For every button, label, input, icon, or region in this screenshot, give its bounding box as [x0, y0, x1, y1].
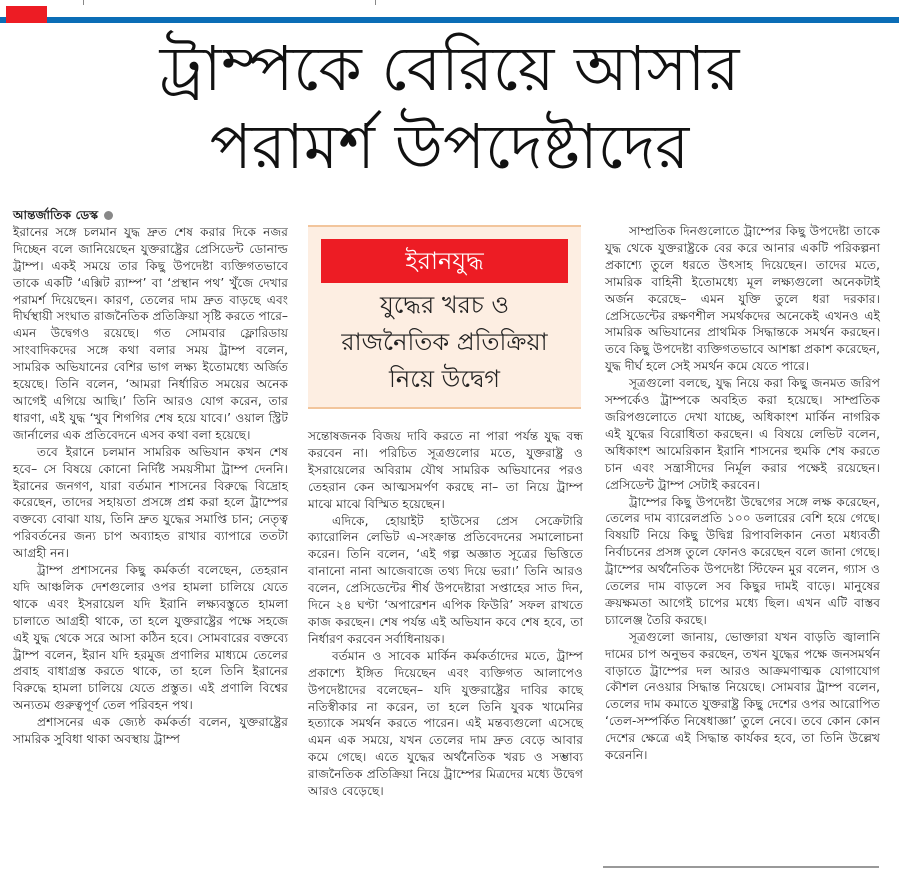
paragraph: ট্রাম্প প্রশাসনের কিছু কর্মকর্তা বলেছেন, তেহরান যদি আঞ্চলিক দেশগুলোর ওপর হামলা চালিয়ে যেতে থাকে এবং ইসরায়েল যদি ইরানি লক্ষ্যবস্তুতে হামলা চালাতে আগ্রহী থাকে, তা হলে যুক্তরাষ্ট্রের পক্ষে সহজে এই যুদ্ধ থেকে সরে আসা কঠিন হবে। সোমবারের বক্তব্যে ট্রাম্প বলেন, ইরান যদি হরমুজ প্রণালির মাধ্যমে তেলের প্রবাহ বাধাগ্রস্ত করতে থাকে, তা হলে তিনি ইরানের বিরুদ্ধে হামলা চালিয়ে যেতে প্রস্তুত। এই প্রণালি বিশ্বের অন্যতম গুরুত্বপূর্ণ তেল পরিবহন পথ। [13, 563, 288, 713]
paragraph: বর্তমান ও সাবেক মার্কিন কর্মকর্তাদের মতে, ট্রাম্প প্রকাশ্যে ইঙ্গিত দিয়েছেন এবং ব্যক্তিগত আলাপেও উপদেষ্টাদের বলেছেন– যদি যুক্তরাষ্ট্রের দাবির কাছে নতিস্বীকার না করেন, তা হলে তিনি যুবক খামেনির হত্যাকে সমর্থন করতে পারেন। এই মন্তব্যগুলো এসেছে এমন এক সময়ে, যখন তেলের দাম দ্রুত বেড়ে আবার কমে গেছে। এতে যুদ্ধের অর্থনৈতিক খরচ ও সম্ভাব্য রাজনৈতিক প্রতিক্রিয়া নিয়ে ট্রাম্পের মিত্রদের মধ্যে উদ্বেগ আরও বেড়েছে। [308, 648, 583, 799]
headline [0, 30, 899, 186]
masthead-accent-block [6, 6, 47, 23]
masthead-bar [0, 17, 899, 23]
top-divider [375, 0, 376, 5]
bullet-dot-icon [104, 211, 113, 220]
paragraph: প্রশাসনের এক জ্যেষ্ঠ কর্মকর্তা বলেন, যুক্তরাষ্ট্রের সামরিক সুবিধা থাকা অবস্থায় ট্রাম্প [13, 715, 288, 747]
highlight-line: রাজনৈতিক প্রতিক্রিয়া [341, 328, 548, 356]
highlight-line: নিয়ে উদ্বেগ [389, 365, 500, 393]
highlight-subheading [308, 287, 581, 398]
article-column-1 [13, 207, 288, 748]
paragraph: এদিকে, হোয়াইট হাউসের প্রেস সেক্রেটারি ক্যারোলিন লেভিট এ-সংক্রান্ত প্রতিবেদনের সমালোচনা করেন। তিনি বলেন, ‘এই গল্প অজ্ঞাত সূত্রের ভিত্তিতে বানানো নানা আজেবাজে তথ্য দিয়ে ভরা।’ তিনি আরও বলেন, প্রেসিডেন্টের শীর্ষ উপদেষ্টারা সপ্তাহের সাত দিন, দিনে ২৪ ঘণ্টা ‘অপারেশন এপিক ফিউরি’ সফল রাখতে কাজ করছেন। শেষ পর্যন্ত এই অভিযান কবে শেষ হবে, তা নির্ধারণ করবেন সর্বাধিনায়ক। [308, 513, 583, 646]
highlight-box [308, 225, 581, 409]
headline-line-2: পরামর্শ উপদেষ্টাদের [209, 110, 690, 183]
article-column-3 [605, 223, 880, 764]
highlight-line: যুদ্ধের খরচ ও [379, 291, 510, 319]
highlight-label: ইরানযুদ্ধ [321, 239, 568, 283]
article-column-2 [308, 428, 583, 800]
paragraph: সূত্রগুলো জানায়, ভোক্তারা যখন বাড়তি জ্বালানি দামের চাপ অনুভব করছেন, তখন যুদ্ধের পক্ষে জনসমর্থন বাড়াতে ট্রাম্পের দল আরও আক্রমণাত্মক যোগাযোগ কৌশল নেওয়ার সিদ্ধান্ত নিয়েছে। সোমবার ট্রাম্প বলেন, তেলের দাম কমাতে যুক্তরাষ্ট্র কিছু দেশের ওপর আরোপিত ‘তেল-সম্পর্কিত নিষেধাজ্ঞা’ তুলে নেবে। তবে কোন কোন দেশের ক্ষেত্রে এই সিদ্ধান্ত কার্যকর হবে, তা তিনি উল্লেখ করেননি। [605, 629, 880, 763]
desk-label: আন্তর্জাতিক ডেস্ক [13, 208, 99, 222]
paragraph: সূত্রগুলো বলছে, যুদ্ধ নিয়ে করা কিছু জনমত জরিপ সম্পর্কেও ট্রাম্পকে অবহিত করা হয়েছে। সাম্প্রতিক জরিপগুলোতে দেখা যাচ্ছে, অধিকাংশ মার্কিন নাগরিক এই যুদ্ধের বিরোধিতা করছেন। এ বিষয়ে লেভিট বলেন, অধিকাংশ আমেরিকান ইরানি শাসনের হুমকি শেষ করতে চান এবং সন্ত্রাসীদের নির্মূল করার পক্ষেই রয়েছেন। প্রেসিডেন্ট ট্রাম্প সেটাই করবেন। [605, 376, 880, 492]
paragraph: ইরানের সঙ্গে চলমান যুদ্ধ দ্রুত শেষ করার দিকে নজর দিচ্ছেন বলে জানিয়েছেন যুক্তরাষ্ট্রের প্রেসিডেন্ট ডোনাল্ড ট্রাম্প। একই সময়ে তার কিছু উপদেষ্টা ব্যক্তিগতভাবে তাকে একটি ‘এক্সিট র‍্যাম্প’ বা ‘প্রস্থান পথ’ খুঁজে দেখার পরামর্শ দিয়েছেন। কারণ, তেলের দাম দ্রুত বাড়ছে এবং দীর্ঘস্থায়ী সংঘাত রাজনৈতিক প্রতিক্রিয়া সৃষ্টি করতে পারে– এমন উদ্বেগও রয়েছে। গত সোমবার ফ্লোরিডায় সাংবাদিকদের সঙ্গে কথা বলার সময় ট্রাম্প বলেন, সামরিক অভিযানের বেশির ভাগ লক্ষ্য ইতোমধ্যে অর্জিত হয়েছে। তিনি বলেন, ‘আমরা নির্ধারিত সময়ের অনেক আগেই এগিয়ে আছি।’ তিনি আরও যোগ করেন, তার ধারণা, এই যুদ্ধ ‘খুব শিগগির শেষ হয়ে যাবে।’ ওয়াল স্ট্রিট জার্নালের এক প্রতিবেদনে এসব কথা বলা হয়েছে। [13, 224, 288, 442]
paragraph: সাম্প্রতিক দিনগুলোতে ট্রাম্পের কিছু উপদেষ্টা তাকে যুদ্ধ থেকে যুক্তরাষ্ট্রকে বের করে আনার একটি পরিকল্পনা প্রকাশ্যে তুলে ধরতে উৎসাহ দিয়েছেন। তাদের মতে, সামরিক বাহিনী ইতোমধ্যে মূল লক্ষ্যগুলো অনেকটাই অর্জন করেছে– এমন যুক্তি তুলে ধরা দরকার। প্রেসিডেন্টের রক্ষণশীল সমর্থকদের অনেকেই এখনও এই সামরিক অভিযানের প্রাথমিক সিদ্ধান্তকে সমর্থন করছেন। তবে কিছু উপদেষ্টা ব্যক্তিগতভাবে আশঙ্কা প্রকাশ করেছেন, যুদ্ধ দীর্ঘ হলে সেই সমর্থন কমে যেতে পারে। [605, 224, 880, 374]
top-divider [83, 0, 84, 5]
byline [13, 207, 288, 224]
article-end-rule [603, 866, 879, 868]
paragraph: ট্রাম্পের কিছু উপদেষ্টা উদ্বেগের সঙ্গে লক্ষ করেছেন, তেলের দাম ব্যারেলপ্রতি ১০০ ডলারের বেশি হয়ে গেছে। বিষয়টি নিয়ে কিছু উদ্বিগ্ন রিপাবলিকান নেতা মধ্যবর্তী নির্বাচনের প্রসঙ্গ তুলে ফোনও করেছেন বলে জানা গেছে। ট্রাম্পের অর্থনৈতিক উপদেষ্টা স্টিফেন মুর বলেন, গ্যাস ও তেলের দাম বাড়লে সব কিছুর দামই বাড়ে। মানুষের ক্রয়ক্ষমতা আগেই চাপের মধ্যে ছিল। এখন এটি বাস্তব চ্যালেঞ্জ তৈরি করছে। [605, 494, 880, 627]
headline-line-1: ট্রাম্পকে বেরিয়ে আসার [159, 32, 740, 105]
paragraph: সন্তোষজনক বিজয় দাবি করতে না পারা পর্যন্ত যুদ্ধ বন্ধ করবেন না। পরিচিত সূত্রগুলোর মতে, যুক্তরাষ্ট্র ও ইসরায়েলের অবিরাম যৌথ সামরিক অভিযানের পরও তেহরান কেন আত্মসমর্পণ করছে না– তা নিয়ে ট্রাম্প মাঝে মাঝে বিস্মিত হয়েছেন। [308, 429, 583, 511]
paragraph: তবে ইরানে চলমান সামরিক অভিযান কখন শেষ হবে– সে বিষয়ে কোনো নির্দিষ্ট সময়সীমা ট্রাম্প দেননি। ইরানের জনগণ, যারা বর্তমান শাসনের বিরুদ্ধে বিদ্রোহ করেছেন, তাদের সহায়তা প্রসঙ্গে প্রশ্ন করা হলে ট্রাম্পের বক্তব্যে বোঝা যায়, তিনি দ্রুত যুদ্ধের সমাপ্তি চান; নেতৃত্ব পরিবর্তনের জন্য চাপ অব্যাহত রাখার ব্যাপারে ততটা আগ্রহী নন। [13, 444, 288, 561]
